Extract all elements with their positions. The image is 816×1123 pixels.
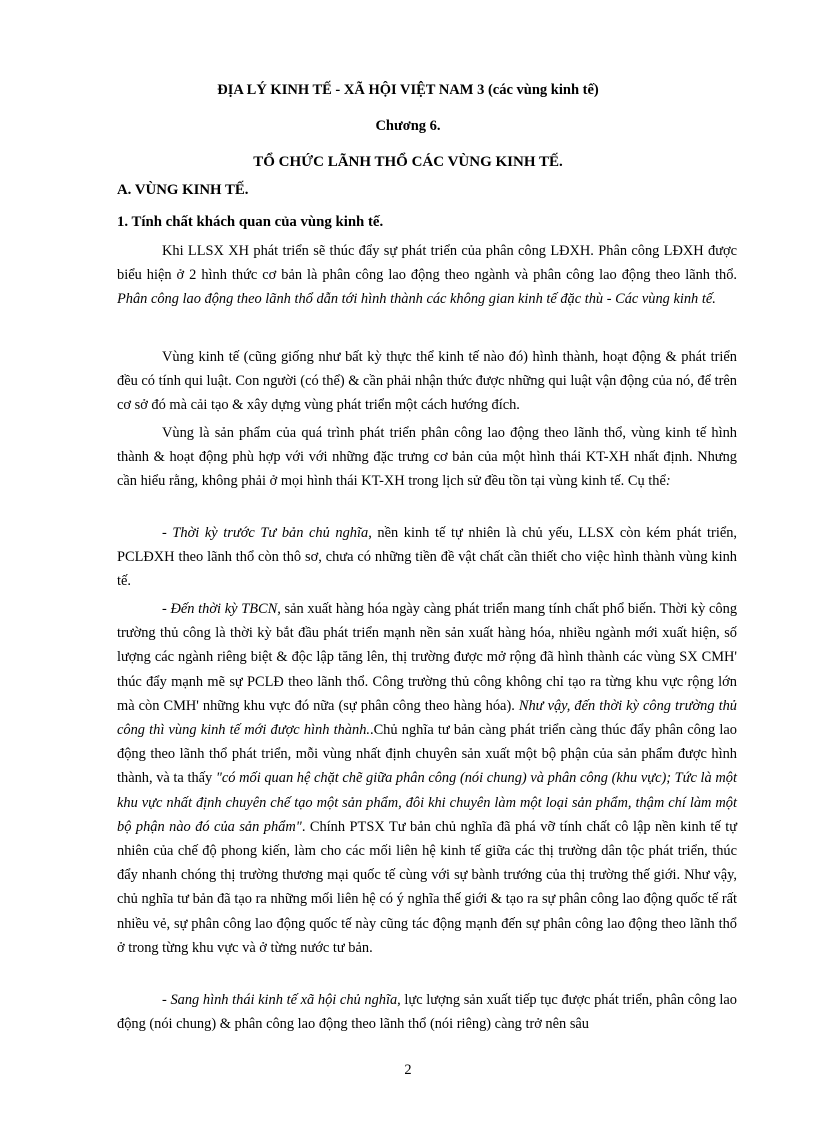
paragraph-4-text: , nền kinh tế tự nhiên là chủ yếu, LLSX còn kém phát triển, PCLĐXH theo lãnh thổ còn thô sơ, chưa có những tiền đề vật chất cần thiết cho việc hình thành vùng kinh tế. [117,525,738,590]
paragraph-6-emphasis: Sang hình thái kinh tế xã hội chủ nghĩa [170,992,398,1008]
paragraph-5-text-2: .Chủ nghĩa tư bản càng phát triển càng thúc đẩy phân công lao động theo lãnh thổ phát triển, mỗi vùng nhất định chuyên sản xuất một bộ phận của sản phẩm được hình thành, và ta thấy [117,722,737,787]
paragraph-3 [117,421,737,494]
section-heading-a: A. VÙNG KINH TẾ. [117,182,249,198]
paragraph-5-emphasis-2: Như vậy, đến thời kỳ công trường thủ công thì vùng kinh tế mới được hình thành. [117,697,737,739]
document-title: ĐỊA LÝ KINH TẾ - XÃ HỘI VIỆT NAM 3 (các vùng kinh tế) [217,82,599,98]
chapter-title: Chương 6. [375,118,441,134]
chapter-subtitle: TỔ CHỨC LÃNH THỔ CÁC VÙNG KINH TẾ. [253,154,563,170]
paragraph-4-emphasis: Thời kỳ trước Tư bản chủ nghĩa [172,525,369,541]
paragraph-4 [117,521,737,594]
paragraph-5-quote: "có mối quan hệ chặt chẽ giữa phân công (nói chung) và phân công (khu vực); Tức là một khu vực nhất định chuyên chế tạo một sản phẩm, đôi khi chuyên làm một loại sản phẩm, thậm chí làm một bộ phận nào đó của sản phẩm" [117,770,737,835]
paragraph-5-text-3: . Chính PTSX Tư bản chủ nghĩa đã phá vỡ tính chất cô lập nền kinh tế tự nhiên của chế độ phong kiến, làm cho các mối liên hệ kinh tế giữa các thị trường dân tộc phát triển, thúc đẩy nhanh chóng thị trường thương mại quốc tế cùng với sự bành trướng của thị trường thế giới. Như vậy, chủ nghĩa tư bản đã tạo ra những mối liên hệ có ý nghĩa thế giới & tạo ra sự phân công lao động quốc tế rất nhiều vẻ, sự phân công lao động quốc tế này cũng tác động mạnh đến sự phân công lao động theo lãnh thổ ở trong từng khu vực và ở từng nước tư bản. [117,818,737,956]
page-number: 2 [404,1062,412,1078]
paragraph-3-colon: : [665,473,671,490]
paragraph-2: Vùng kinh tế (cũng giống như bất kỳ thực thể kinh tế nào đó) hình thành, hoạt động & phát triển đều có tính qui luật. Con người (có thể) & cần phải nhận thức được những qui luật vận động của nó, để trên cơ sở đó mà cải tạo & xây dựng vùng phát triển một cách hướng đích. [117,349,737,414]
paragraph-6 [117,988,737,1036]
paragraph-5 [117,597,737,960]
paragraph-5-emphasis: Đến thời kỳ TBCN [170,601,278,617]
paragraph-5-text: , sản xuất hàng hóa ngày càng phát triển mang tính chất phổ biến. Thời kỳ công trường thủ công là thời kỳ bắt đầu phát triển mạnh nền sản xuất hàng hóa, nhiều ngành mới xuất hiện, số lượng các ngành riêng biệt & độc lập tăng lên, thị trường được mở rộng đã hình thành các vùng SX CMH' thúc đẩy mạnh mẽ sự PCLĐ theo lãnh thổ. Công trường thủ công không chỉ tạo ra từng khu vực rộng lớn mà còn CMH' những khu vực đó nữa (sự phân công theo hàng hóa). [117,601,738,714]
paragraph-3-text: Vùng là sản phẩm của quá trình phát triển phân công lao động theo lãnh thổ, vùng kinh tế hình thành & hoạt động phù hợp với với những đặc trưng cơ bản của một hình thái KT-XH nhất định. Nhưng cần hiểu rằng, không phải ở mọi hình thái KT-XH trong lịch sử đều tồn tại vùng kinh tế. Cụ thể [117,425,737,490]
paragraph-4-dash: - [162,525,173,541]
paragraph-6-dash: - [162,992,171,1008]
paragraph-1-emphasis: Phân công lao động theo lãnh thổ dẫn tới hình thành các không gian kinh tế đặc thù - Các vùng kinh tế. [117,291,716,308]
paragraph-1 [117,239,737,312]
paragraph-6-text: , lực lượng sản xuất tiếp tục được phát triển, phân công lao động (nói chung) & phân công lao động theo lãnh thổ (nói riêng) càng trở nên sâu [117,992,737,1033]
paragraph-1-text: Khi LLSX XH phát triển sẽ thúc đẩy sự phát triển của phân công LĐXH. Phân công LĐXH được biểu hiện ở 2 hình thức cơ bản là phân công lao động theo ngành và phân công lao động theo lãnh thổ. [117,243,737,284]
section-heading-1: 1. Tính chất khách quan của vùng kinh tế. [117,214,384,230]
paragraph-5-dash: - [162,601,171,617]
